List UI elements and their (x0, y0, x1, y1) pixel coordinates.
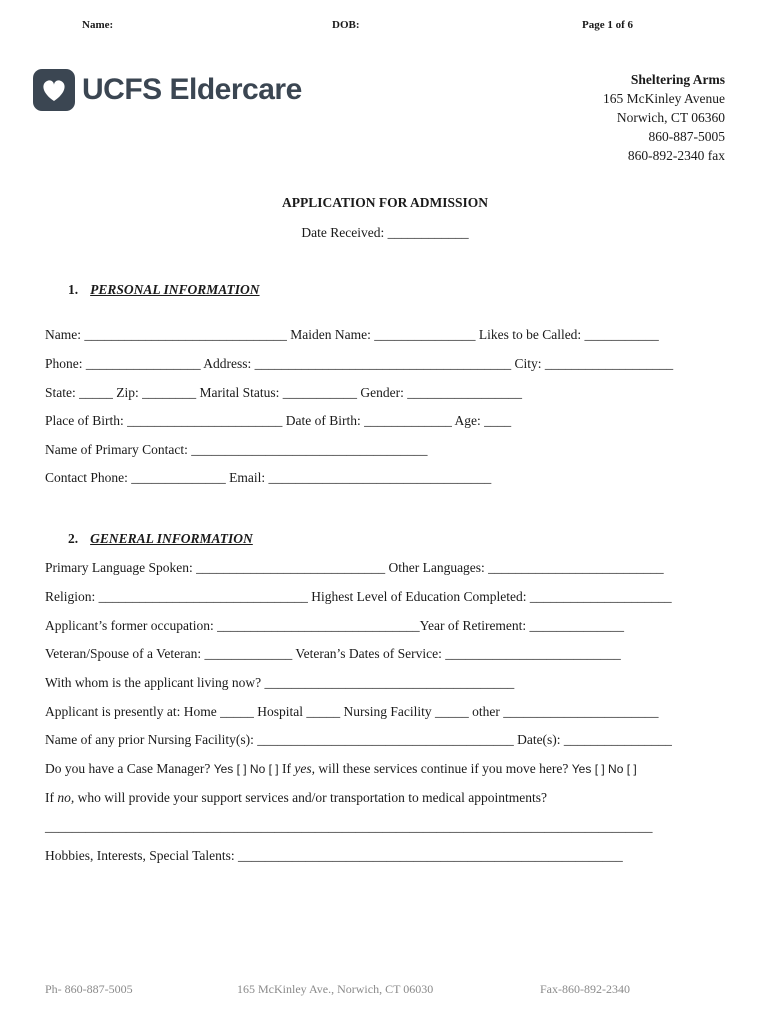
personal-line-birth[interactable]: Place of Birth: _______________________ Date of Birth: _____________ Age: ____ (45, 413, 512, 428)
services-continue-checkboxes[interactable]: Yes [ ] No [ ] (571, 762, 637, 776)
case-manager-if: If (281, 761, 291, 776)
facility-address (603, 70, 725, 165)
general-line-present-location[interactable]: Applicant is presently at: Home _____ Hospital _____ Nursing Facility _____ other _______________________ (45, 704, 659, 719)
general-line-veteran[interactable]: Veteran/Spouse of a Veteran: _____________ Veteran’s Dates of Service: __________________________ (45, 646, 621, 661)
footer-address: 165 McKinley Ave., Norwich, CT 06030 (237, 982, 434, 996)
footer-phone: Ph- 860-887-5005 (45, 982, 133, 996)
facility-fax: 860-892-2340 fax (627, 148, 725, 163)
header-dob-label: DOB: (332, 19, 360, 31)
header-name-label: Name: (82, 19, 114, 31)
heart-hands-icon (32, 68, 76, 112)
case-manager-label: Do you have a Case Manager? (45, 761, 211, 776)
services-continue-label: will these services continue if you move here? (318, 761, 569, 776)
support-if: If (45, 790, 54, 805)
support-services-question (45, 790, 547, 806)
facility-street: 165 McKinley Avenue (603, 91, 725, 106)
section-personal-heading (68, 282, 260, 298)
logo (32, 68, 302, 112)
case-manager-checkboxes[interactable]: Yes [ ] No [ ] (213, 762, 279, 776)
logo-text: UCFS Eldercare (82, 73, 302, 106)
personal-line-name[interactable]: Name: ______________________________ Maiden Name: _______________ Likes to be Called: ___________ (45, 327, 659, 342)
general-line-living[interactable]: With whom is the applicant living now? _____________________________________ (45, 675, 515, 690)
facility-phone: 860-887-5005 (648, 129, 725, 144)
facility-name: Sheltering Arms (630, 72, 725, 87)
general-line-religion[interactable]: Religion: _______________________________ Highest Level of Education Completed: _____________________ (45, 589, 672, 604)
personal-line-contact[interactable]: Name of Primary Contact: ___________________________________ (45, 442, 428, 457)
facility-city: Norwich, CT 06360 (616, 110, 725, 125)
personal-line-phone[interactable]: Phone: _________________ Address: ______________________________________ City: ___________________ (45, 356, 674, 371)
section-number: 2. (68, 531, 79, 546)
general-line-prior-facility[interactable]: Name of any prior Nursing Facility(s): ______________________________________ Date(s): ________________ (45, 732, 672, 747)
section-general-heading (68, 531, 253, 547)
case-manager-yes-word: yes, (294, 761, 315, 776)
personal-line-contact-phone[interactable]: Contact Phone: ______________ Email: _________________________________ (45, 470, 492, 485)
section-title: GENERAL INFORMATION (90, 531, 253, 546)
support-question-text: who will provide your support services and/or transportation to medical appointments? (77, 790, 548, 805)
case-manager-question (45, 761, 637, 777)
support-no-word: no, (57, 790, 75, 805)
general-line-occupation[interactable]: Applicant’s former occupation: ______________________________Year of Retirement: ______________ (45, 618, 625, 633)
page-title: APPLICATION FOR ADMISSION (281, 195, 489, 210)
footer-fax: Fax-860-892-2340 (540, 982, 630, 996)
section-title: PERSONAL INFORMATION (90, 282, 260, 297)
page-number: Page 1 of 6 (582, 19, 634, 31)
support-services-answer-line[interactable]: __________________________________________________________________________________________ (45, 819, 653, 834)
personal-line-state[interactable]: State: _____ Zip: ________ Marital Status: ___________ Gender: _________________ (45, 385, 522, 400)
section-number: 1. (68, 282, 79, 297)
general-line-hobbies[interactable]: Hobbies, Interests, Special Talents: _________________________________________________________ (45, 848, 623, 863)
date-received-field[interactable]: Date Received: ____________ (301, 225, 469, 240)
general-line-language[interactable]: Primary Language Spoken: ____________________________ Other Languages: __________________________ (45, 560, 664, 575)
